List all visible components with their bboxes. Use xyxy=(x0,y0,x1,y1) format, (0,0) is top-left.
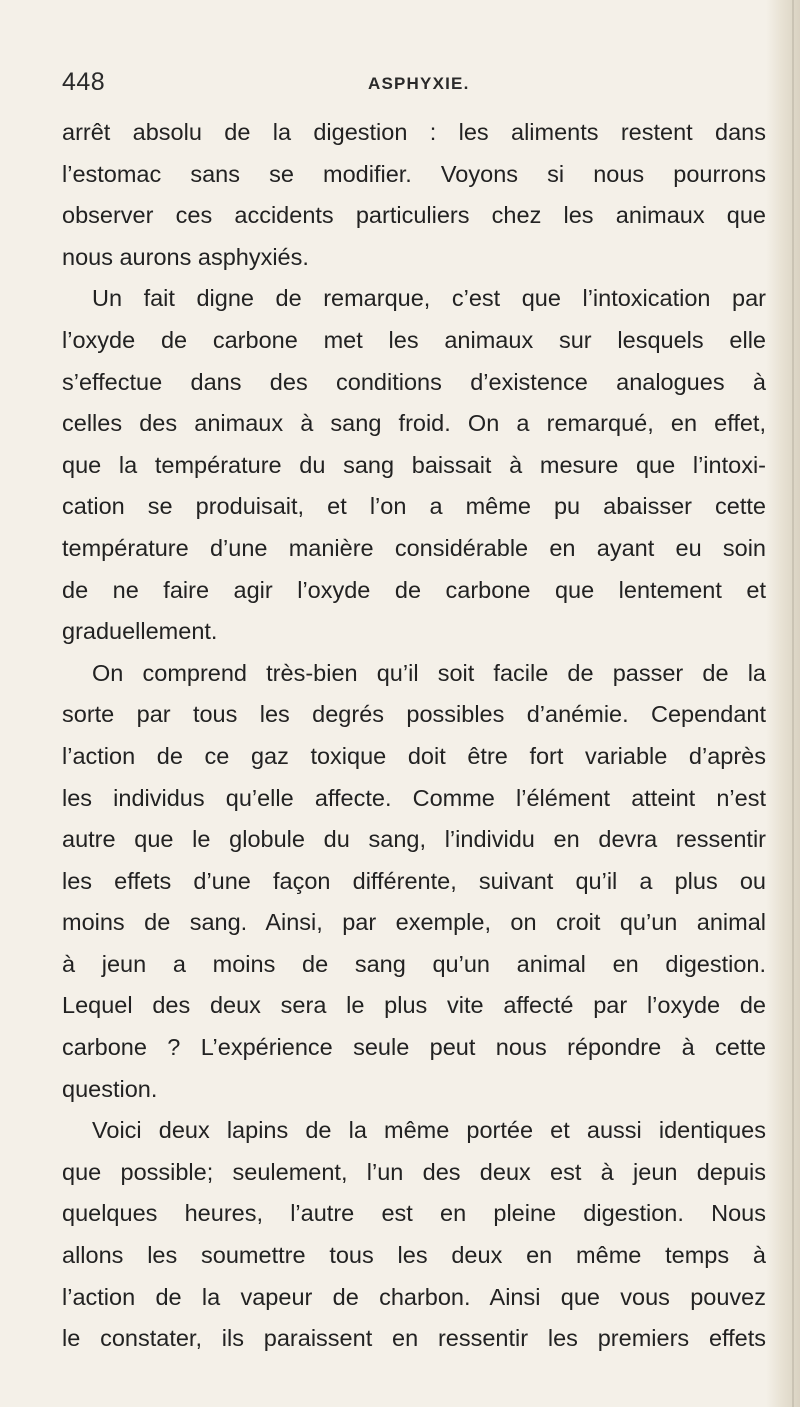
text-line: On comprend très-bien qu’il soit facile de passer de la xyxy=(92,659,766,686)
text-line: de ne faire agir l’oxyde de carbone que lentement et xyxy=(62,576,766,603)
text-line: Lequel des deux sera le plus vite affecté par l’oxyde de xyxy=(62,992,766,1019)
body-text xyxy=(62,112,766,1360)
text-line: carbone ? L’expérience seule peut nous répondre à cette xyxy=(62,1034,766,1061)
text-line: que la température du sang baissait à mesure que l’intoxi- xyxy=(62,451,766,478)
text-line: cation se produisait, et l’on a même pu abaisser cette xyxy=(62,493,766,520)
text-line: autre que le globule du sang, l’individu en devra ressentir xyxy=(62,826,766,853)
text-line: s’effectue dans des conditions d’existence analogues à xyxy=(62,368,766,395)
text-line: l’action de ce gaz toxique doit être fort variable d’après xyxy=(62,742,766,769)
page-number: 448 xyxy=(62,68,106,96)
text-line: l’estomac sans se modifier. Voyons si nous pourrons xyxy=(62,160,766,187)
text-line: l’action de la vapeur de charbon. Ainsi que vous pouvez xyxy=(62,1283,766,1310)
text-line: température d’une manière considérable en ayant eu soin xyxy=(62,534,766,561)
text-line: allons les soumettre tous les deux en même temps à xyxy=(62,1242,766,1269)
text-line: les individus qu’elle affecte. Comme l’élément atteint n’est xyxy=(62,784,766,811)
page-header xyxy=(62,68,762,102)
text-line: les effets d’une façon différente, suivant qu’il a plus ou xyxy=(62,867,766,894)
text-line: graduellement. xyxy=(62,618,218,645)
text-line: Un fait digne de remarque, c’est que l’intoxication par xyxy=(92,285,766,312)
text-line: question. xyxy=(62,1075,158,1102)
page-edge xyxy=(766,0,800,1407)
text-line: celles des animaux à sang froid. On a remarqué, en effet, xyxy=(62,410,766,437)
running-head: ASPHYXIE. xyxy=(368,74,470,93)
text-line: l’oxyde de carbone met les animaux sur lesquels elle xyxy=(62,326,766,353)
text-line: moins de sang. Ainsi, par exemple, on croit qu’un animal xyxy=(62,909,766,936)
text-line: observer ces accidents particuliers chez les animaux que xyxy=(62,202,766,229)
text-line: arrêt absolu de la digestion : les aliments restent dans xyxy=(62,119,766,145)
text-line: que possible; seulement, l’un des deux est à jeun depuis xyxy=(62,1158,766,1185)
text-line: Voici deux lapins de la même portée et aussi identiques xyxy=(92,1117,766,1144)
text-line: quelques heures, l’autre est en pleine digestion. Nous xyxy=(62,1200,766,1227)
text-line: nous aurons asphyxiés. xyxy=(62,243,309,270)
text-line: sorte par tous les degrés possibles d’anémie. Cependant xyxy=(62,701,766,728)
text-line: à jeun a moins de sang qu’un animal en digestion. xyxy=(62,950,766,977)
text-line: le constater, ils paraissent en ressentir les premiers effets xyxy=(62,1325,766,1352)
